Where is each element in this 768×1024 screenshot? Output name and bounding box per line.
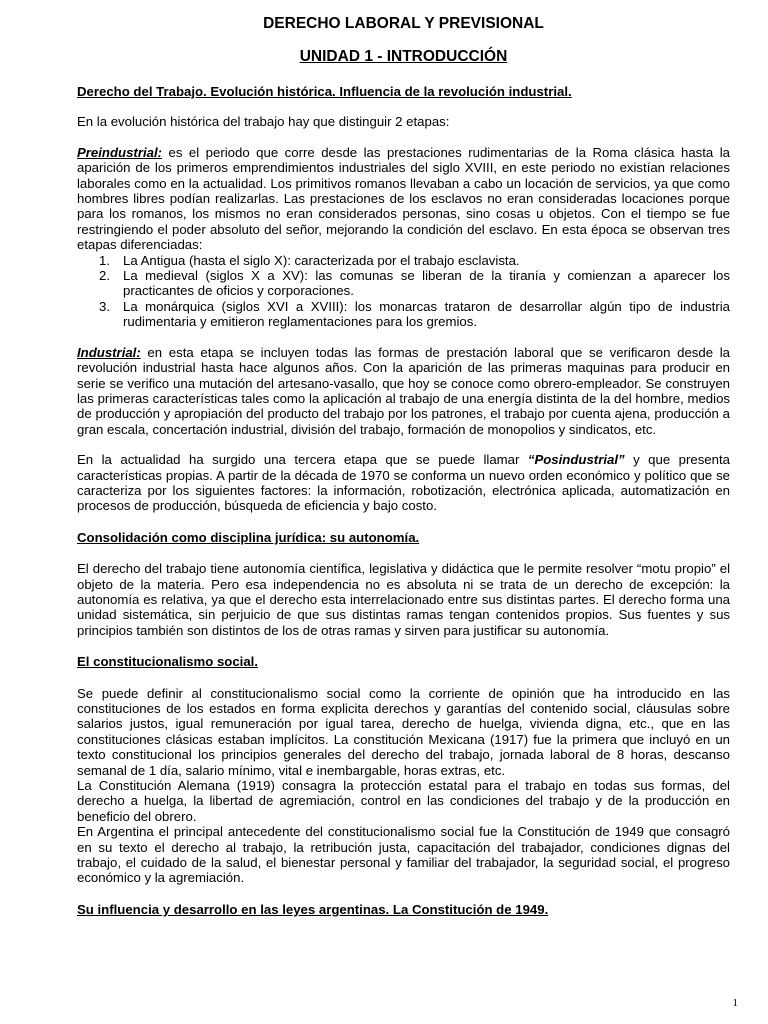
page-number: 1 [732, 997, 738, 1009]
preindustrial-paragraph [77, 145, 730, 253]
list-item-number: 1. [99, 252, 110, 268]
industrial-term: Industrial: [77, 344, 141, 360]
posindustrial-term: “Posindustrial” [527, 452, 625, 468]
autonomia-paragraph: El derecho del trabajo tiene autonomía científica, legislativa y didáctica que le permite resolver “motu propio” el objeto de la materia. Pero esa independencia no es absoluta ni se trata de un derecho de excepción: la autonomía es relativa, ya que el derecho esta interrelacionado entre sus distintas partes. El derecho forma una unidad sistemática, sin perjuicio de que sus distintas ramas tengan contenidos propios. Sus fuentes y sus principios también son distintos de los de otras ramas y sirven para justificar su autonomía. [77, 561, 730, 638]
etapas-list [77, 253, 730, 330]
list-item-number: 3. [99, 298, 110, 314]
section-heading-influencia: Su influencia y desarrollo en las leyes argentinas. La Constitución de 1949. [77, 901, 549, 917]
section-heading-constitucionalismo: El constitucionalismo social. [77, 654, 259, 670]
list-item-text: La Antigua (hasta el siglo X): caracterizada por el trabajo esclavista. [123, 252, 520, 268]
list-item [77, 299, 730, 330]
posindustrial-text-after: y que presenta características propias. A partir de la década de 1970 se conforma un nuevo orden económico y político que se caracteriza por los siguientes factores: la información, robotización, electrónica aplicada, automatización en procesos de producción, búsqueda de eficiencia y bajo costo. [77, 452, 730, 514]
constitucionalismo-paragraph-1: Se puede definir al constitucionalismo social como la corriente de opinión que ha introducido en las constituciones de los estados en forma explicita derechos y garantías del contenido social, cláusulas sobre salarios justos, igual remuneración por igual tarea, derecho de huelga, vivienda digna, etc., que en las constituciones clásicas estaban implícitos. La constitución Mexicana (1917) fue la primera que incluyó en un texto constitucional los principios generales del derecho del trabajo, jornada laboral de 8 horas, descanso semanal de 1 día, salario mínimo, vital e inembargable, horas extras, etc. [77, 685, 730, 778]
document-subtitle: UNIDAD 1 - INTRODUCCIÓN [299, 48, 508, 65]
industrial-text: en esta etapa se incluyen todas las formas de prestación laboral que se verificaron desde la revolución industrial hasta hace algunos años. Con la aparición de las primeras maquinas para producir en serie se verifico una mutación del artesano-vasallo, que hoy se conoce como obrero-empleador. Se construyen las primeras características tales como la aplicación al trabajo de una energía distinta de la del hombre, medios de producción y apropiación del producto del trabajo por los patrones, el trabajo por cuenta ajena, producción a gran escala, concertación industrial, división del trabajo, formación de monopolios y sindicatos, etc. [77, 344, 730, 437]
posindustrial-paragraph [77, 452, 730, 514]
posindustrial-text-before: En la actualidad ha surgido una tercera etapa que se puede llamar [77, 452, 528, 468]
industrial-paragraph [77, 345, 730, 437]
constitucionalismo-paragraph-3: En Argentina el principal antecedente del constitucionalismo social fue la Constitución de 1949 que consagró en su texto el derecho al trabajo, la retribución justa, capacitación del trabajador, condiciones dignas del trabajo, el cuidado de la salud, el bienestar personal y familiar del trabajador, la seguridad social, el progreso económico y la agremiación. [77, 824, 730, 886]
section-heading-autonomia: Consolidación como disciplina jurídica: su autonomía. [77, 529, 420, 545]
list-item-text: La monárquica (siglos XVI a XVIII): los monarcas trataron de desarrollar algún tipo de industria rudimentaria y emitieron reglamentaciones para los gremios. [123, 298, 730, 330]
section-heading-evolucion: Derecho del Trabajo. Evolución histórica. Influencia de la revolución industrial. [77, 84, 572, 99]
document-title: DERECHO LABORAL Y PREVISIONAL [263, 15, 544, 32]
list-item-text: La medieval (siglos X a XV): las comunas se liberan de la tiranía y comienzan a aparecer los practicantes de oficios y corporaciones. [123, 268, 730, 299]
preindustrial-term: Preindustrial: [77, 144, 163, 160]
evolucion-intro: En la evolución histórica del trabajo hay que distinguir 2 etapas: [77, 114, 450, 130]
list-item [77, 268, 730, 299]
constitucionalismo-paragraph-2: La Constitución Alemana (1919) consagra la protección estatal para el trabajo en todas sus formas, del derecho a huelga, la libertad de agremiación, control en las condiciones del trabajo y de la producción en beneficio del obrero. [77, 778, 730, 824]
list-item [77, 253, 730, 268]
preindustrial-text: es el periodo que corre desde las prestaciones rudimentarias de la Roma clásica hasta la aparición de los primeros emprendimientos industriales del siglo XVIII, en este periodo no existían relaciones laborales como en la actualidad. Los primitivos romanos llevaban a cabo un locación de servicios, ya que como hombres libres podían realizarlas. Las prestaciones de los esclavos no eran consideradas locaciones porque para los romanos, los mismos no eran considerados personas, sino cosas u objetos. Con el tiempo se fue restringiendo el poder absoluto del señor, mejorando la condición del esclavo. En esta época se observan tres etapas diferenciadas: [77, 144, 730, 253]
list-item-number: 2. [99, 268, 110, 284]
document-body [77, 14, 730, 917]
